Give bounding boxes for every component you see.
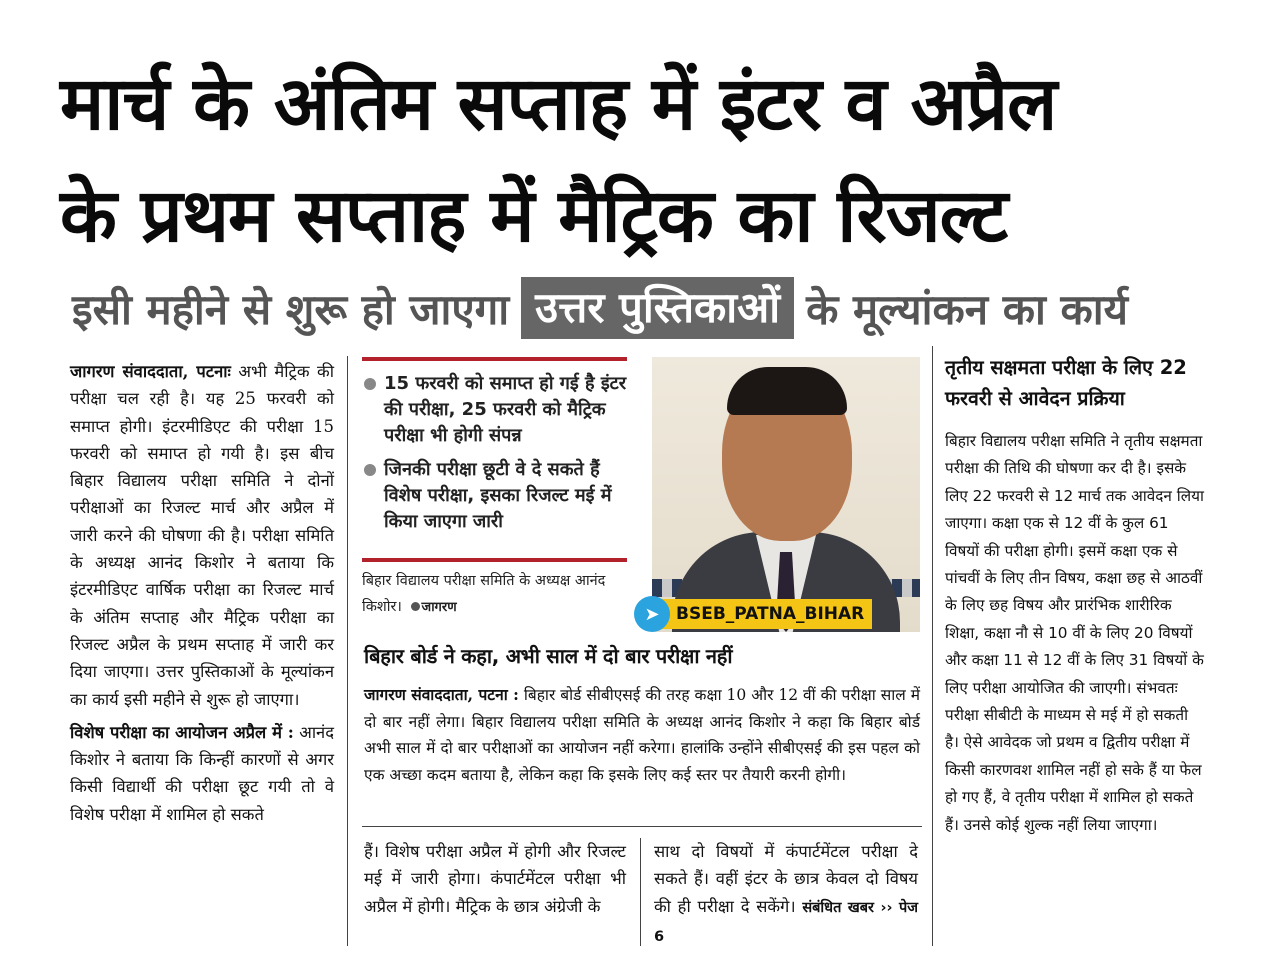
story-divider-horizontal — [362, 826, 922, 827]
column-rule-right — [932, 346, 933, 946]
left-para-2-text: आनंद किशोर ने बताया कि किन्हीं कारणों से अगर किसी विद्यार्थी की परीक्षा छूट गयी तो वे विशेष परीक्षा में शामिल हो सकते — [70, 722, 334, 824]
continued-column-2 — [654, 838, 918, 951]
subheadline — [72, 276, 1128, 340]
bullet-dot-icon — [364, 378, 376, 390]
column-rule-bottom-mid — [640, 838, 641, 946]
main-headline — [60, 48, 1240, 272]
telegram-watermark — [634, 596, 922, 632]
highlights-box — [362, 357, 627, 543]
photo-caption — [362, 568, 632, 621]
portrait-photo — [652, 357, 920, 632]
credit-dot-icon — [411, 602, 420, 611]
highlight-text: 15 फरवरी को समाप्त हो गई है इंटर की परीक्षा, 25 फरवरी को मैट्रिक परीक्षा भी होगी संपन्न — [384, 373, 627, 446]
continued-column-1-text: हैं। विशेष परीक्षा अप्रैल में होगी और रिजल्ट मई में जारी होगा। कंपार्टमेंटल परीक्षा भी अप्रैल में होगी। मैट्रिक के छात्र अंग्रेजी के — [364, 842, 626, 916]
column-rule-left — [347, 356, 348, 946]
highlight-text: जिनकी परीक्षा छूटी वे दे सकते हैं विशेष परीक्षा, इसका रिजल्ट मई में किया जाएगा जारी — [384, 459, 612, 532]
right-story-text: बिहार विद्यालय परीक्षा समिति ने तृतीय सक्षमता परीक्षा की तिथि की घोषणा कर दी है। इसके लिए 22 फरवरी से 12 मार्च तक आवेदन लिया जाएगा। कक्षा एक से 12 वीं के कुल 61 विषयों की परीक्षा होगी। इसमें कक्षा एक से पांचवीं के लिए तीन विषय, कक्षा छह से आठवीं के लिए छह विषय और प्रारंभिक शारीरिक शिक्षा, कक्षा नौ से 10 वीं के लिए 20 विषयों और कक्षा 11 से 12 वीं के लिए 31 विषयों के लिए परीक्षा आयोजित की जाएगी। संभवतः परीक्षा सीबीटी के माध्यम से मई में हो सकती है। ऐसे आवेदक जो प्रथम व द्वितीय परीक्षा में किसी कारणवश शामिल नहीं हो सके हैं या फेल हो गए हैं, वे तृतीय परीक्षा में शामिल हो सकते हैं। उनसे कोई शुल्क नहीं लिया जाएगा। — [945, 432, 1204, 834]
headline-line-1: मार्च के अंतिम सप्ताह में इंटर व अप्रैल — [60, 61, 1057, 147]
continued-column-2-text: साथ दो विषयों में कंपार्टमेंटल परीक्षा दे सकते हैं। वहीं इंटर के छात्र केवल दो विषय की ही परीक्षा दे सकेंगे। — [654, 842, 918, 916]
bullet-dot-icon — [364, 464, 376, 476]
right-story-body — [945, 428, 1205, 839]
left-para-1-text: अभी मैट्रिक की परीक्षा चल रही है। यह 25 फरवरी को समाप्त होगी। इंटरमीडिएट की परीक्षा 15 फरवरी को समाप्त हो गयी है। इस बीच बिहार विद्यालय परीक्षा समिति ने दोनों परीक्षाओं का रिजल्ट मार्च और अप्रैल में जारी करने की घोषणा की है। परीक्षा समिति के अध्यक्ष आनंद किशोर ने बताया कि इंटरमीडिएट वार्षिक परीक्षा का रिजल्ट मार्च के अंतिम सप्ताह और मैट्रिक परीक्षा का रिजल्ट अप्रैल के प्रथम सप्ताह में जारी कर दिया जाएगा। उत्तर पुस्तिकाओं के मूल्यांकन का कार्य इसी महीने से शुरू हो जाएगा। — [70, 362, 334, 709]
highlight-item — [362, 371, 627, 449]
watermark-label: BSEB_PATNA_BIHAR — [662, 599, 872, 629]
subhead-highlight: उत्तर पुस्तिकाओं — [521, 277, 794, 339]
headline-line-2: के प्रथम सप्ताह में मैट्रिक का रिजल्ट — [60, 173, 1008, 259]
continued-column-1 — [364, 838, 626, 920]
right-story-headline: तृतीय सक्षमता परीक्षा के लिए 22 फरवरी से आवेदन प्रक्रिया — [945, 356, 1187, 410]
telegram-icon: ➤ — [634, 596, 670, 632]
highlights-bottom-rule — [362, 558, 627, 562]
left-subhead-2: विशेष परीक्षा का आयोजन अप्रैल में : — [70, 722, 294, 742]
subhead-after: के मूल्यांकन का कार्य — [806, 284, 1128, 334]
middle-story-byline: जागरण संवाददाता, पटना : — [364, 685, 519, 704]
highlight-item — [362, 457, 627, 535]
left-para-1 — [70, 358, 334, 713]
subhead-before: इसी महीने से शुरू हो जाएगा — [72, 284, 510, 334]
middle-story-body — [364, 682, 920, 788]
middle-story-text: बिहार बोर्ड सीबीएसई की तरह कक्षा 10 और 12 वीं की परीक्षा साल में दो बार नहीं लेगा। बिहार विद्यालय परीक्षा समिति के अध्यक्ष आनंद किशोर ने कहा कि बिहार बोर्ड अभी साल में दो बार परीक्षाओं का आयोजन नहीं करेगा। हालांकि उन्होंने सीबीएसई की इस पहल को एक अच्छा कदम बताया है, लेकिन कहा कि इसके लिए कई स्तर पर तैयारी करनी होगी। — [364, 686, 920, 784]
related-news-ref: संबंधित खबर ›› पेज 6 — [654, 899, 918, 945]
middle-story-headline: बिहार बोर्ड ने कहा, अभी साल में दो बार परीक्षा नहीं — [364, 644, 733, 668]
photo-hair — [727, 367, 847, 415]
left-byline: जागरण संवाददाता, पटनाः — [70, 362, 231, 381]
photo-credit: जागरण — [421, 600, 457, 615]
photo-caption-text: बिहार विद्यालय परीक्षा समिति के अध्यक्ष आनंद किशोर। — [362, 573, 606, 615]
left-para-2 — [70, 719, 334, 828]
left-column — [70, 358, 334, 828]
